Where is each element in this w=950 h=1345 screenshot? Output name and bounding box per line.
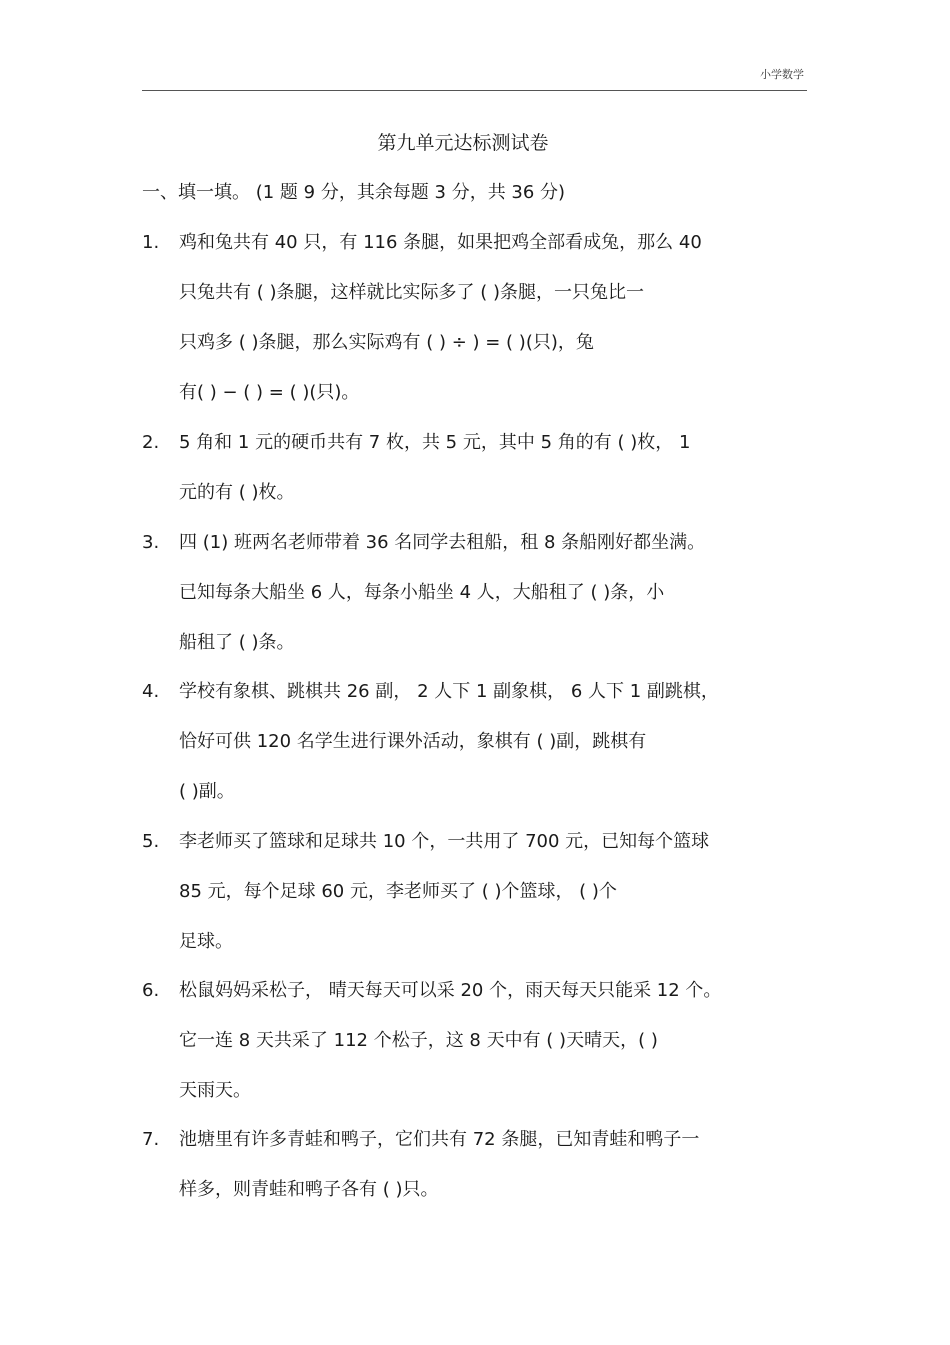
header-rule [142, 90, 807, 91]
question-line: 只兔共有 ( )条腿，这样就比实际多了 ( )条腿，一只兔比一 [179, 282, 644, 303]
question-line: 四 (1) 班两名老师带着 36 名同学去租船，租 8 条船刚好都坐满。 [179, 532, 706, 553]
question-6 [142, 966, 812, 1116]
question-2 [142, 418, 812, 518]
question-number: 1. [142, 232, 160, 253]
question-number: 2. [142, 432, 160, 453]
question-line: 只鸡多 ( )条腿，那么实际鸡有 ( ) ÷ ) = ( )(只)，兔 [179, 332, 594, 353]
question-line: 它一连 8 天共采了 112 个松子，这 8 天中有 ( )天晴天，( ) [179, 1030, 658, 1051]
question-5 [142, 817, 812, 967]
question-line: 船租了 ( )条。 [179, 632, 295, 653]
question-7 [142, 1115, 812, 1215]
question-line: 足球。 [179, 931, 233, 952]
section-heading: 一、填一填。 (1 题 9 分，其余每题 3 分，共 36 分) [142, 182, 566, 203]
question-line: 5 角和 1 元的硬币共有 7 枚，共 5 元，其中 5 角的有 ( )枚， 1 [179, 432, 691, 453]
question-number: 6. [142, 980, 160, 1001]
question-line: 已知每条大船坐 6 人，每条小船坐 4 人，大船租了 ( )条，小 [179, 582, 665, 603]
question-3 [142, 518, 812, 668]
question-line: 松鼠妈妈采松子， 晴天每天可以采 20 个，雨天每天只能采 12 个。 [179, 980, 722, 1001]
question-number: 3. [142, 532, 160, 553]
question-line: 恰好可供 120 名学生进行课外活动，象棋有 ( )副，跳棋有 [179, 731, 647, 752]
question-line: 样多，则青蛙和鸭子各有 ( )只。 [179, 1179, 439, 1200]
question-line: 鸡和兔共有 40 只，有 116 条腿，如果把鸡全部看成兔，那么 40 [179, 232, 702, 253]
question-line: 天雨天。 [179, 1080, 251, 1101]
header-label: 小学数学 [760, 68, 804, 81]
question-line: 学校有象棋、跳棋共 26 副， 2 人下 1 副象棋， 6 人下 1 副跳棋， [179, 681, 719, 702]
question-line: 85 元，每个足球 60 元，李老师买了 ( )个篮球， ( )个 [179, 881, 617, 902]
question-4 [142, 667, 812, 817]
question-line: ( )副。 [179, 781, 235, 802]
question-line: 元的有 ( )枚。 [179, 482, 295, 503]
question-number: 5. [142, 831, 160, 852]
question-line: 李老师买了篮球和足球共 10 个，一共用了 700 元，已知每个篮球 [179, 831, 710, 852]
question-line: 有( ) − ( ) = ( )(只)。 [179, 382, 360, 403]
question-number: 4. [142, 681, 160, 702]
question-1 [142, 218, 812, 418]
question-line: 池塘里有许多青蛙和鸭子，它们共有 72 条腿，已知青蛙和鸭子一 [179, 1129, 700, 1150]
page-title: 第九单元达标测试卷 [377, 132, 549, 154]
question-number: 7. [142, 1129, 160, 1150]
